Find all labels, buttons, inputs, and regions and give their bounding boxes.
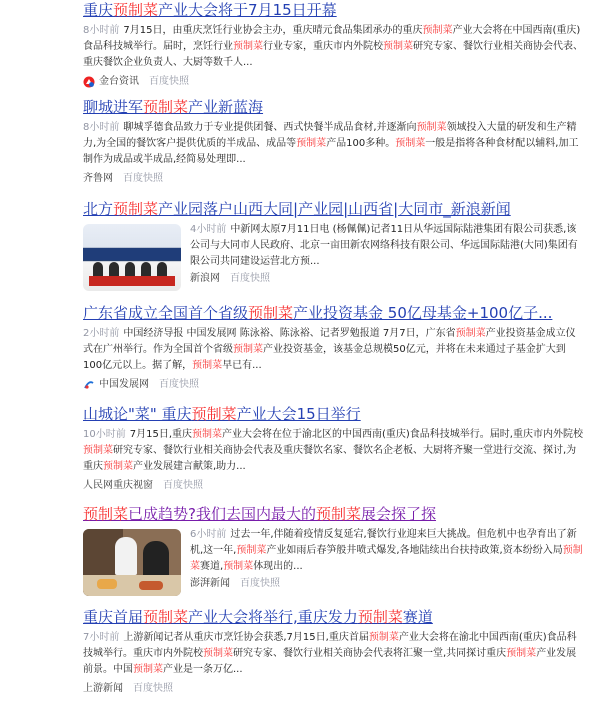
- result-source[interactable]: 上游新闻: [83, 683, 123, 694]
- result-title-link[interactable]: [83, 404, 583, 424]
- thumbnail-banner: [83, 248, 181, 260]
- search-result: [83, 607, 583, 696]
- result-title-link[interactable]: [83, 303, 583, 323]
- result-time: 7小时前: [83, 632, 120, 643]
- search-result: [83, 404, 583, 493]
- search-result: [83, 504, 583, 596]
- baidu-snapshot-link[interactable]: 百度快照: [163, 480, 203, 491]
- baidu-snapshot-link[interactable]: 百度快照: [159, 379, 199, 390]
- text-segment: 早已有...: [222, 360, 262, 371]
- baidu-snapshot-link[interactable]: 百度快照: [123, 173, 163, 184]
- result-title-link[interactable]: [83, 504, 583, 524]
- highlighted-keyword: 预制菜: [416, 122, 447, 133]
- text-segment: 北方: [83, 200, 114, 218]
- highlighted-keyword: 预制菜: [192, 360, 223, 371]
- result-thumbnail[interactable]: [83, 224, 181, 291]
- text-segment: 一般是指将各种食材配以辅料,加工制作为成品或半成品,经简易处理即...: [83, 138, 579, 165]
- baidu-snapshot-link[interactable]: 百度快照: [133, 683, 173, 694]
- result-meta: [83, 172, 583, 186]
- result-body: [83, 630, 583, 678]
- result-body: [83, 222, 583, 291]
- text-segment: 山城论"菜" 重庆: [83, 405, 192, 423]
- highlighted-keyword: 预制菜: [248, 304, 294, 322]
- result-body: [83, 527, 583, 596]
- thumbnail-person: [115, 537, 137, 575]
- text-segment: 研究专家、餐饮行业相关商协会代表、重庆餐饮企业负责人、大厨等数千人...: [83, 41, 583, 68]
- highlighted-keyword: 预制菜: [83, 505, 129, 523]
- text-segment: 展会探了探: [361, 505, 437, 523]
- text-segment: 产品100多种。: [326, 138, 396, 149]
- text-segment: 产业如雨后春笋般井喷式爆发,各地陆续出台扶持政策,资本纷纷入局: [266, 545, 563, 556]
- result-time: 6小时前: [190, 529, 227, 540]
- text-segment: 聊城孚德食品致力于专业提供团餐、西式快餐半成品食材,并逐渐向: [123, 122, 417, 133]
- highlighted-keyword: 预制菜: [113, 1, 159, 19]
- highlighted-keyword: 预制菜: [143, 98, 189, 116]
- highlighted-keyword: 预制菜: [315, 505, 361, 523]
- result-body: [83, 326, 583, 374]
- highlighted-keyword: 预制菜: [455, 328, 486, 339]
- result-title-link[interactable]: [83, 607, 583, 627]
- result-abstract: [83, 630, 583, 678]
- text-segment: 产业新蓝海: [188, 98, 264, 116]
- result-time: 8小时前: [83, 25, 120, 36]
- highlighted-keyword: 预制菜: [103, 461, 133, 472]
- highlighted-keyword: 预制菜: [192, 429, 222, 440]
- result-title-link[interactable]: [83, 199, 583, 219]
- baidu-snapshot-link[interactable]: 百度快照: [230, 273, 270, 284]
- search-result: [83, 97, 583, 186]
- result-title-link[interactable]: [83, 0, 583, 20]
- text-segment: 7月15日，由重庆烹饪行业协会主办，重庆晴元食品集团承办的重庆: [123, 25, 423, 36]
- text-segment: 产业投资基金 50亿母基金+100亿子...: [293, 304, 553, 322]
- text-segment: 产业大会将于7月15日开幕: [158, 1, 337, 19]
- text-segment: 重庆首届: [83, 608, 144, 626]
- text-segment: 产业大会将在位于渝北区的中国西南(重庆)食品科技城举行。届时,重庆市内外院校: [222, 429, 583, 440]
- highlighted-keyword: 预制菜: [357, 608, 403, 626]
- search-result: [83, 0, 583, 89]
- result-body: [83, 23, 583, 71]
- result-source[interactable]: 澎湃新闻: [190, 578, 230, 589]
- result-body: [83, 120, 583, 168]
- highlighted-keyword: 预制菜: [422, 25, 453, 36]
- text-segment: 体现出的...: [253, 561, 303, 572]
- text-segment: 产业大会将在渝北中国西南(重庆)食品科技城举行。重庆市内外院校: [83, 632, 577, 659]
- text-segment: 产业投资基金成立仪式在广州举行。作为全国首个省级: [83, 328, 576, 355]
- result-source[interactable]: 金台资讯: [99, 76, 139, 87]
- text-segment: 领域投入大量的研发和生产精力,为全国的餐饮客户提供优质的半成品、成品等: [83, 122, 577, 149]
- text-segment: 行业专家，重庆市内外院校: [263, 41, 383, 52]
- highlighted-keyword: 预制菜: [191, 405, 237, 423]
- text-segment: 产业大会将举行,重庆发力: [188, 608, 358, 626]
- text-segment: 上游新闻记者从重庆市烹饪协会获悉,7月15日,重庆首届: [123, 632, 369, 643]
- text-segment: 研究专家、餐饮行业相关商协会代表及重庆餐饮名家、餐饮名企老板、大厨将齐聚一堂进行交流、探讨,为重庆: [83, 445, 577, 472]
- result-time: 10小时前: [83, 429, 126, 440]
- result-abstract: [190, 222, 583, 291]
- result-time: 2小时前: [83, 328, 120, 339]
- text-segment: 产业发展建言献策,助力...: [133, 461, 246, 472]
- highlighted-keyword: 预制菜: [83, 445, 113, 456]
- result-meta: [83, 479, 583, 493]
- highlighted-keyword: 预制菜: [203, 648, 233, 659]
- highlighted-keyword: 预制菜: [190, 545, 583, 572]
- result-abstract: [83, 326, 583, 374]
- highlighted-keyword: 预制菜: [368, 632, 399, 643]
- highlighted-keyword: 预制菜: [395, 138, 426, 149]
- text-segment: 研究专家、餐饮行业相关商协会代表将汇聚一堂,共同探讨重庆: [233, 648, 507, 659]
- result-source[interactable]: 人民网重庆视窗: [83, 480, 153, 491]
- highlighted-keyword: 预制菜: [133, 664, 163, 675]
- result-source[interactable]: 中国发展网: [99, 379, 149, 390]
- result-meta: [190, 577, 583, 591]
- text-segment: 聊城进军: [83, 98, 144, 116]
- highlighted-keyword: 预制菜: [506, 648, 537, 659]
- search-result: [83, 199, 583, 291]
- text-segment: 赛道: [402, 608, 433, 626]
- result-source[interactable]: 新浪网: [190, 273, 220, 284]
- result-thumbnail[interactable]: [83, 529, 181, 596]
- china-dev-logo-icon: [83, 379, 95, 391]
- result-meta: [83, 75, 583, 89]
- result-abstract: [83, 427, 583, 475]
- text-segment: 产业大会15日举行: [236, 405, 361, 423]
- thumbnail-dish: [139, 581, 163, 590]
- result-meta: [83, 378, 583, 392]
- text-segment: 广东省成立全国首个省级: [83, 304, 249, 322]
- highlighted-keyword: 预制菜: [223, 561, 254, 572]
- result-meta: [83, 682, 583, 696]
- search-result: [83, 303, 583, 392]
- result-source[interactable]: 齐鲁网: [83, 173, 113, 184]
- text-segment: 7月15日,重庆: [129, 429, 192, 440]
- result-abstract: [190, 527, 583, 596]
- thumbnail-table: [89, 276, 175, 286]
- text-segment: 中新网太原7月11日电 (杨佩佩)记者11日从华远国际陆港集团有限公司获悉,该公司与大同市人民政府、北京一亩田新农网络科技有限公司、华远国际陆港(大同)集团有限公司共同建设运营北方预...: [190, 224, 578, 267]
- highlighted-keyword: 预制菜: [236, 545, 267, 556]
- text-segment: 赛道,: [200, 561, 224, 572]
- thumbnail-dish: [97, 579, 117, 589]
- result-abstract: [83, 120, 583, 168]
- highlighted-keyword: 预制菜: [233, 344, 263, 355]
- highlighted-keyword: 预制菜: [296, 138, 327, 149]
- result-abstract: [83, 23, 583, 71]
- text-segment: 产业园落户山西大同|产业园|山西省|大同市_新浪新闻: [158, 200, 511, 218]
- jintai-logo-icon: [83, 76, 95, 88]
- text-segment: 产业投资基金，该基金总规模50亿元，并将在未来通过子基金扩大到100亿元以上。据了解，: [83, 344, 566, 371]
- result-time: 8小时前: [83, 122, 120, 133]
- result-time: 4小时前: [190, 224, 227, 235]
- result-meta: [190, 272, 583, 286]
- text-segment: 产业是一条万亿...: [163, 664, 243, 675]
- highlighted-keyword: 预制菜: [383, 41, 413, 52]
- text-segment: 中国经济导报 中国发展网 陈泳裕、陈泳裕、记者罗勉报道 7月7日，广东省: [123, 328, 456, 339]
- text-segment: 重庆: [83, 1, 114, 19]
- result-body: [83, 427, 583, 475]
- result-title-link[interactable]: [83, 97, 583, 117]
- highlighted-keyword: 预制菜: [233, 41, 263, 52]
- text-segment: 产业发展前景。中国: [83, 648, 577, 675]
- baidu-snapshot-link[interactable]: 百度快照: [240, 578, 280, 589]
- highlighted-keyword: 预制菜: [143, 608, 189, 626]
- highlighted-keyword: 预制菜: [113, 200, 159, 218]
- text-segment: 过去一年,伴随着疫情反复延宕,餐饮行业迎来巨大挑战。但危机中也孕育出了新机,这一年,: [190, 529, 577, 556]
- text-segment: 已成趋势?我们去国内最大的: [128, 505, 316, 523]
- baidu-snapshot-link[interactable]: 百度快照: [149, 76, 189, 87]
- text-segment: 产业大会将在中国西南(重庆)食品科技城举行。届时，烹饪行业: [83, 25, 581, 52]
